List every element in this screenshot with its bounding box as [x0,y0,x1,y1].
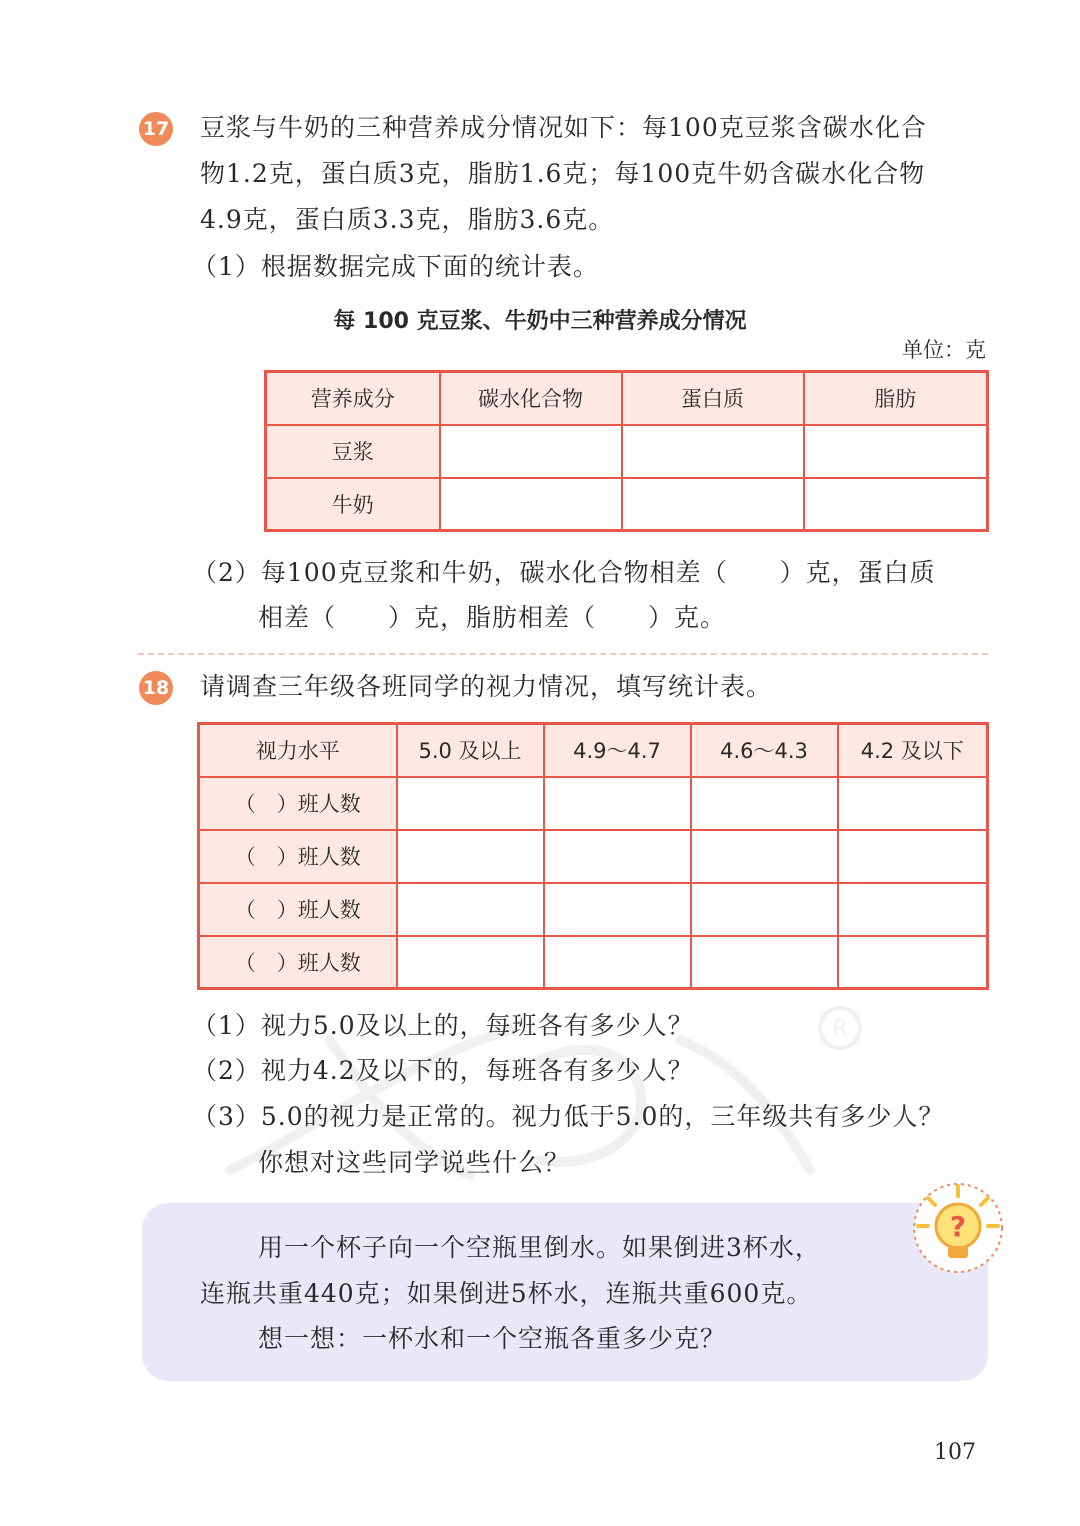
table-row [266,478,988,531]
header-cell: 4.6～4.3 [691,724,838,777]
problem-18-question-3-line-2: 你想对这些同学说些什么？ [258,1148,571,1177]
blank-cell[interactable] [397,830,544,883]
blank-cell[interactable] [397,777,544,830]
header-cell: 碳水化合物 [440,372,622,425]
row-label-soymilk: 豆浆 [266,425,440,478]
problem-17-line-2: 物1.2克，蛋白质3克，脂肪1.6克；每100克牛奶含碳水化合物 [200,159,926,188]
blank-cell[interactable] [691,883,838,936]
blank-cell[interactable] [440,425,622,478]
blank-cell[interactable] [838,777,988,830]
nutrition-table-title: 每 100 克豆浆、牛奶中三种营养成分情况 [333,309,747,334]
blank-cell[interactable] [838,830,988,883]
blank-cell[interactable] [838,883,988,936]
blank-cell[interactable] [544,777,691,830]
problem-17-sub-2-line-1: （2）每100克豆浆和牛奶，碳水化合物相差（ ）克，蛋白质 [192,558,936,587]
blank-cell[interactable] [440,478,622,531]
blank-cell[interactable] [804,425,988,478]
header-cell: 视力水平 [199,724,397,777]
class-count-label: （ ）班人数 [199,830,397,883]
blank-cell[interactable] [397,883,544,936]
blank-cell[interactable] [544,936,691,989]
blank-cell[interactable] [691,777,838,830]
svg-text:R: R [832,1017,848,1042]
problem-18-line-1: 请调查三年级各班同学的视力情况，填写统计表。 [200,672,773,701]
problem-18-badge: 18 [139,671,173,705]
blank-cell[interactable] [838,936,988,989]
class-count-label: （ ）班人数 [199,777,397,830]
problem-17-sub-1: （1）根据数据完成下面的统计表。 [192,252,599,281]
blank-cell[interactable] [622,478,804,531]
class-count-label: （ ）班人数 [199,883,397,936]
blank-cell[interactable] [804,478,988,531]
header-cell: 5.0 及以上 [397,724,544,777]
row-label-milk: 牛奶 [266,478,440,531]
blank-cell[interactable] [691,830,838,883]
table-row [266,425,988,478]
blank-cell[interactable] [544,883,691,936]
think-box-line-2: 连瓶共重440克；如果倒进5杯水，连瓶共重600克。 [200,1279,813,1308]
eyesight-header-row [199,724,988,777]
header-cell: 蛋白质 [622,372,804,425]
problem-17-line-1: 豆浆与牛奶的三种营养成分情况如下：每100克豆浆含碳水化合 [200,113,927,142]
page-number: 107 [934,1440,976,1465]
header-cell: 4.2 及以下 [838,724,988,777]
think-box-line-3: 想一想：一杯水和一个空瓶各重多少克？ [258,1324,727,1353]
section-divider [138,653,988,655]
header-cell: 营养成分 [266,372,440,425]
table-row [199,883,988,936]
blank-cell[interactable] [544,830,691,883]
header-cell: 脂肪 [804,372,988,425]
blank-cell[interactable] [691,936,838,989]
problem-18-question-2: （2）视力4.2及以下的，每班各有多少人？ [192,1056,694,1085]
blank-cell[interactable] [622,425,804,478]
problem-18-question-1: （1）视力5.0及以上的，每班各有多少人？ [192,1011,694,1040]
eyesight-table [197,722,989,990]
blank-cell[interactable] [397,936,544,989]
class-count-label: （ ）班人数 [199,936,397,989]
question-mark-glyph: ? [949,1210,967,1243]
table-row [199,936,988,989]
think-box-line-1: 用一个杯子向一个空瓶里倒水。如果倒进3杯水， [258,1233,821,1262]
problem-17-line-3: 4.9克，蛋白质3.3克，脂肪3.6克。 [200,205,615,234]
problem-18-question-3-line-1: （3）5.0的视力是正常的。视力低于5.0的，三年级共有多少人？ [192,1102,945,1131]
nutrition-table-unit: 单位：克 [902,338,986,362]
table-row [199,830,988,883]
nutrition-table [264,370,989,532]
lightbulb-question-icon [906,1180,1010,1284]
table-row [199,777,988,830]
header-cell: 4.9～4.7 [544,724,691,777]
nutrition-header-row [266,372,988,425]
problem-17-badge: 17 [139,112,173,146]
problem-17-sub-2-line-2: 相差（ ）克，脂肪相差（ ）克。 [258,603,727,632]
